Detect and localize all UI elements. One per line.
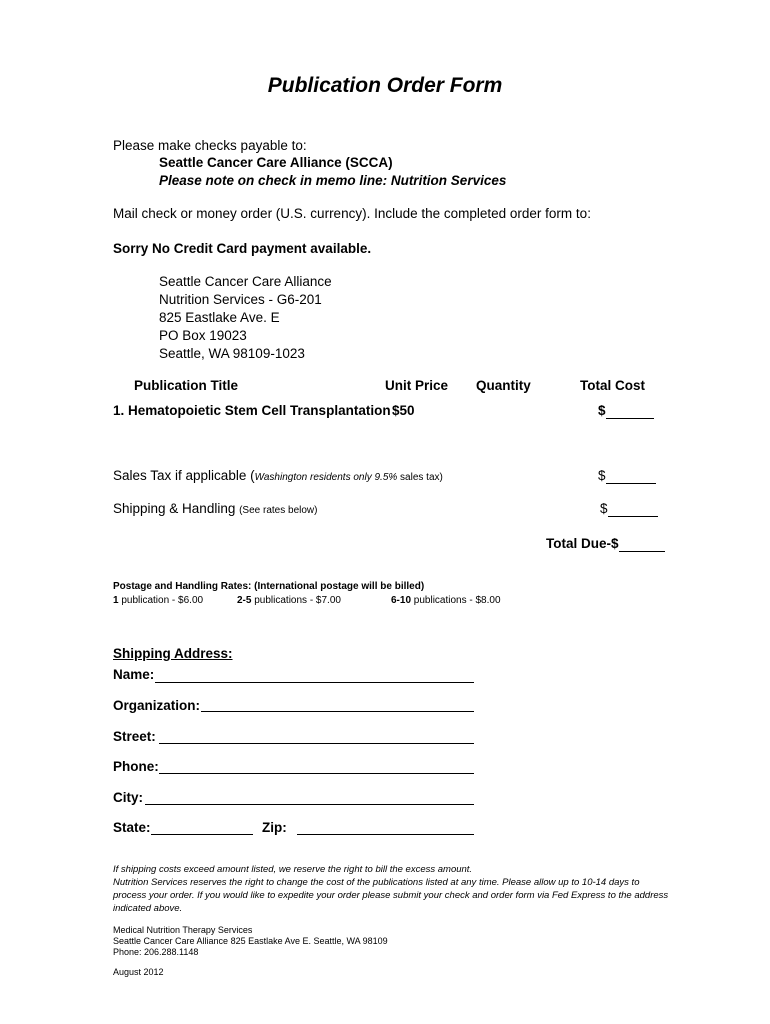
dollar-sign: $: [598, 403, 606, 418]
header-publication-title: Publication Title: [134, 378, 239, 393]
shipping-row: [113, 501, 317, 516]
total-due-field[interactable]: [619, 536, 665, 552]
footer-phone: Phone: 206.288.1148: [113, 947, 199, 957]
shipping-label: Shipping & Handling: [113, 501, 240, 516]
page-title: Publication Order Form: [267, 74, 503, 97]
shipping-note: (See rates below): [239, 505, 318, 516]
dollar-sign: $: [598, 468, 606, 483]
rate-qty: 2-5: [237, 595, 252, 606]
city-label: City:: [113, 790, 143, 805]
total-due-row: [546, 536, 665, 552]
phone-label: Phone:: [113, 759, 159, 774]
header-total-cost: Total Cost: [580, 378, 645, 393]
shipping-field[interactable]: [608, 501, 658, 517]
organization-field[interactable]: [201, 711, 474, 712]
organization-label: Organization:: [113, 698, 200, 713]
zip-label: Zip:: [262, 820, 287, 835]
sales-tax-row: [113, 468, 443, 483]
total-cost-cell: [598, 403, 654, 419]
no-credit-notice: Sorry No Credit Card payment available.: [113, 241, 372, 256]
name-label: Name:: [113, 667, 155, 682]
sales-tax-amount: [598, 468, 656, 484]
publication-title-cell: 1. Hematopoietic Stem Cell Transplantation: [113, 403, 391, 418]
address-line: 825 Eastlake Ave. E: [159, 310, 280, 325]
header-unit-price: Unit Price: [385, 378, 449, 393]
sales-tax-label: Sales Tax if applicable (: [113, 468, 255, 483]
shipping-address-heading: Shipping Address:: [113, 646, 233, 661]
payee-name: Seattle Cancer Care Alliance (SCCA): [159, 155, 393, 170]
rate-item: [237, 595, 341, 606]
rate-item: [391, 595, 501, 606]
address-line: Seattle Cancer Care Alliance: [159, 274, 332, 289]
note-line: indicated above.: [113, 903, 183, 914]
note-line: If shipping costs exceed amount listed, we reserve the right to bill the excess amount.: [113, 864, 473, 875]
total-cost-field[interactable]: [606, 403, 654, 419]
state-label: State:: [113, 820, 151, 835]
zip-field[interactable]: [297, 834, 474, 835]
footer-line: Medical Nutrition Therapy Services: [113, 925, 253, 935]
city-field[interactable]: [145, 804, 474, 805]
shipping-amount: [600, 501, 658, 517]
rate-text: publications - $8.00: [411, 595, 501, 606]
rate-text: publication - $6.00: [118, 595, 204, 606]
total-due-label: Total Due-$: [546, 536, 619, 551]
rates-heading: Postage and Handling Rates: (International postage will be billed): [113, 581, 425, 592]
address-line: Nutrition Services - G6-201: [159, 292, 322, 307]
name-field[interactable]: [155, 682, 474, 683]
note-line: Nutrition Services reserves the right to change the cost of the publications listed at any time. Please allow up to 10-14 days to: [113, 877, 640, 888]
phone-field[interactable]: [159, 773, 474, 774]
note-line: process your order. If you would like to expedite your order please submit your check and order form via Fed Express to the address: [113, 890, 669, 901]
footer-line: Seattle Cancer Care Alliance 825 Eastlake Ave E. Seattle, WA 98109: [113, 936, 388, 946]
state-field[interactable]: [151, 834, 253, 835]
footer-date: August 2012: [113, 967, 164, 977]
rate-qty: 6-10: [391, 595, 412, 606]
address-line: Seattle, WA 98109-1023: [159, 346, 305, 361]
rate-text: publications - $7.00: [251, 595, 341, 606]
dollar-sign: $: [600, 501, 608, 516]
payable-intro: Please make checks payable to:: [113, 138, 307, 153]
memo-note: Please note on check in memo line: Nutrition Services: [159, 173, 507, 188]
mail-instructions: Mail check or money order (U.S. currency). Include the completed order form to:: [113, 206, 591, 221]
unit-price-cell: $50: [392, 403, 415, 418]
sales-tax-note: Washington residents only 9.5%: [254, 472, 398, 483]
sales-tax-suffix: sales tax): [397, 472, 443, 483]
rate-qty: 1: [113, 595, 119, 606]
street-label: Street:: [113, 729, 156, 744]
address-line: PO Box 19023: [159, 328, 247, 343]
rate-item: [113, 595, 203, 606]
street-field[interactable]: [159, 743, 474, 744]
sales-tax-field[interactable]: [606, 468, 656, 484]
header-quantity: Quantity: [476, 378, 531, 393]
